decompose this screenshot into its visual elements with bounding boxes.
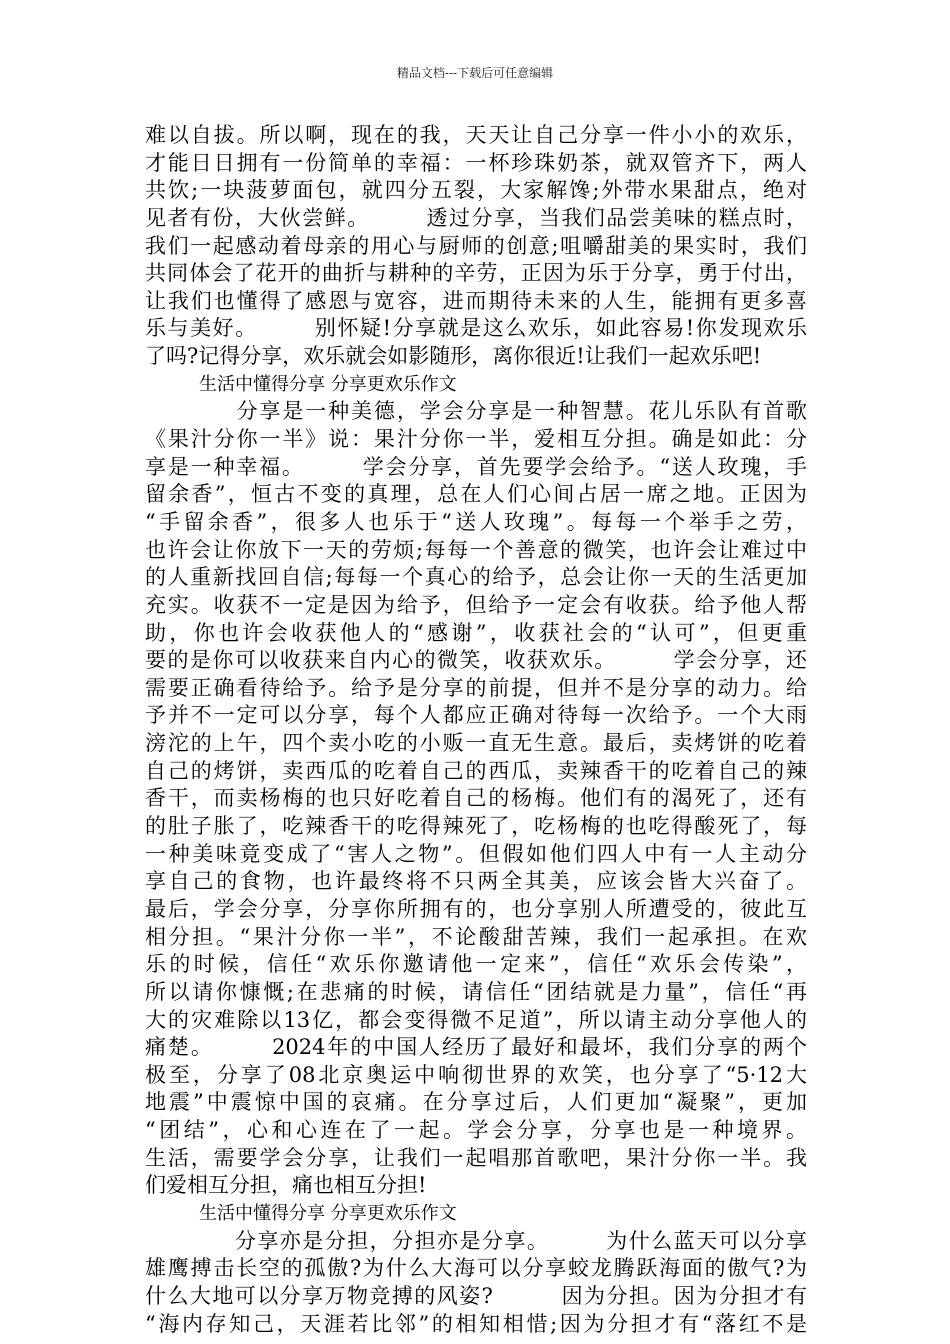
page-header: 精品文档---下载后可任意编辑 — [396, 66, 554, 80]
text-line: 生活，需要学会分享，让我们一起唱那首歌吧，果汁分你一半。我 — [145, 1145, 807, 1170]
text-line: 共同体会了花开的曲折与耕种的辛劳，正因为乐于分享，勇于付出， — [145, 261, 807, 286]
text-line: 极至，分享了08北京奥运中响彻世界的欢笑，也分享了“5·12大 — [145, 1062, 807, 1087]
text-line: 需要正确看待给予。给予是分享的前提，但并不是分享的动力。给 — [145, 675, 807, 700]
text-line: 见者有份，大伙尝鲜。 透过分享，当我们品尝美味的糕点时， — [145, 205, 807, 230]
text-line: 了吗?记得分享，欢乐就会如影随形，离你很近!让我们一起欢乐吧! — [145, 344, 762, 369]
text-line: 们爱相互分担，痛也相互分担! — [145, 1173, 427, 1198]
text-line: “手留余香”，很多人也乐于“送人玫瑰”。每每一个举手之劳， — [145, 509, 807, 534]
text-line: 的肚子胀了，吃辣香干的吃得辣死了，吃杨梅的也吃得酸死了，每 — [145, 814, 807, 839]
text-line: 要的是你可以收获来自内心的微笑，收获欢乐。 学会分享，还 — [145, 648, 807, 673]
text-line: 自己的烤饼，卖西瓜的吃着自己的西瓜，卖辣香干的吃着自己的辣 — [145, 758, 807, 783]
text-line: 难以自拔。所以啊，现在的我，天天让自己分享一件小小的欢乐， — [145, 123, 807, 147]
text-line: 助，你也许会收获他人的“感谢”，收获社会的“认可”，但更重 — [145, 620, 807, 645]
section-title: 生活中懂得分享 分享更欢乐作文 — [145, 1202, 457, 1224]
text-line: 也许会让你放下一天的劳烦;每每一个善意的微笑，也许会让难过中 — [145, 537, 807, 562]
text-line: 留余香”，恒古不变的真理，总在人们心间占居一席之地。正因为 — [145, 482, 807, 507]
text-line: 共饮;一块菠萝面包，就四分五裂，大家解馋;外带水果甜点，绝对 — [145, 178, 807, 203]
text-line: 乐与美好。 别怀疑!分享就是这么欢乐，如此容易!你发现欢乐 — [145, 316, 807, 341]
text-line: 香干，而卖杨梅的也只好吃着自己的杨梅。他们有的渴死了，还有 — [145, 786, 807, 811]
text-line: 雄鹰搏击长空的孤傲?为什么大海可以分享蛟龙腾跃海面的傲气?为 — [145, 1256, 807, 1281]
text-line: 一种美味竟变成了“害人之物”。但假如他们四人中有一人主动分 — [145, 841, 807, 866]
text-line: 的人重新找回自信;每每一个真心的给予，总会让你一天的生活更加 — [145, 565, 807, 590]
text-line: 予并不一定可以分享，每个人都应正确对待每一次给予。一个大雨 — [145, 703, 807, 728]
text-line: 分享亦是分担，分担亦是分享。 为什么蓝天可以分享 — [145, 1228, 807, 1253]
text-line: 享自己的食物，也许最终将不只两全其美，应该会皆大兴奋了。 — [145, 869, 807, 894]
document-body — [145, 122, 807, 1338]
text-line: 享是一种幸福。 学会分享，首先要学会给予。“送人玫瑰，手 — [145, 454, 807, 479]
text-line: 地震”中震惊中国的哀痛。在分享过后，人们更加“凝聚”，更加 — [145, 1090, 807, 1115]
section-title: 生活中懂得分享 分享更欢乐作文 — [145, 373, 457, 395]
text-line: 充实。收获不一定是因为给予，但给予一定会有收获。给予他人帮 — [145, 592, 807, 617]
text-line: 什么大地可以分享万物竞搏的风姿? 因为分担。因为分担才有 — [145, 1283, 807, 1308]
text-line: 我们一起感动着母亲的用心与厨师的创意;咀嚼甜美的果实时，我们 — [145, 233, 807, 258]
text-line: 分享是一种美德，学会分享是一种智慧。花儿乐队有首歌 — [145, 399, 807, 424]
text-line: 滂沱的上午，四个卖小吃的小贩一直无生意。最后，卖烤饼的吃着 — [145, 731, 807, 756]
text-line: 《果汁分你一半》说：果汁分你一半，爱相互分担。确是如此：分 — [145, 427, 807, 452]
text-line: 才能日日拥有一份简单的幸福：一杯珍珠奶茶，就双管齐下，两人 — [145, 150, 807, 175]
text-line: “团结”，心和心连在了一起。学会分享，分享也是一种境界。 — [145, 1118, 807, 1143]
text-line: “海内存知己，天涯若比邻”的相知相惜;因为分担才有“落红不是 — [145, 1311, 807, 1336]
text-line: 让我们也懂得了感恩与宽容，进而期待未来的人生，能拥有更多喜 — [145, 288, 807, 313]
text-line: 所以请你慷慨;在悲痛的时候，请信任“团结就是力量”，信任“再 — [145, 979, 807, 1004]
text-line: 大的灾难除以13亿，都会变得微不足道”，所以请主动分享他人的 — [145, 1007, 807, 1032]
text-line: 相分担。“果汁分你一半”，不论酸甜苦辣，我们一起承担。在欢 — [145, 924, 807, 949]
text-line: 最后，学会分享，分享你所拥有的，也分享别人所遭受的，彼此互 — [145, 896, 807, 921]
text-line: 乐的时候，信任“欢乐你邀请他一定来”，信任“欢乐会传染”， — [145, 952, 807, 977]
text-line: 痛楚。 2024年的中国人经历了最好和最坏，我们分享的两个 — [145, 1035, 807, 1060]
